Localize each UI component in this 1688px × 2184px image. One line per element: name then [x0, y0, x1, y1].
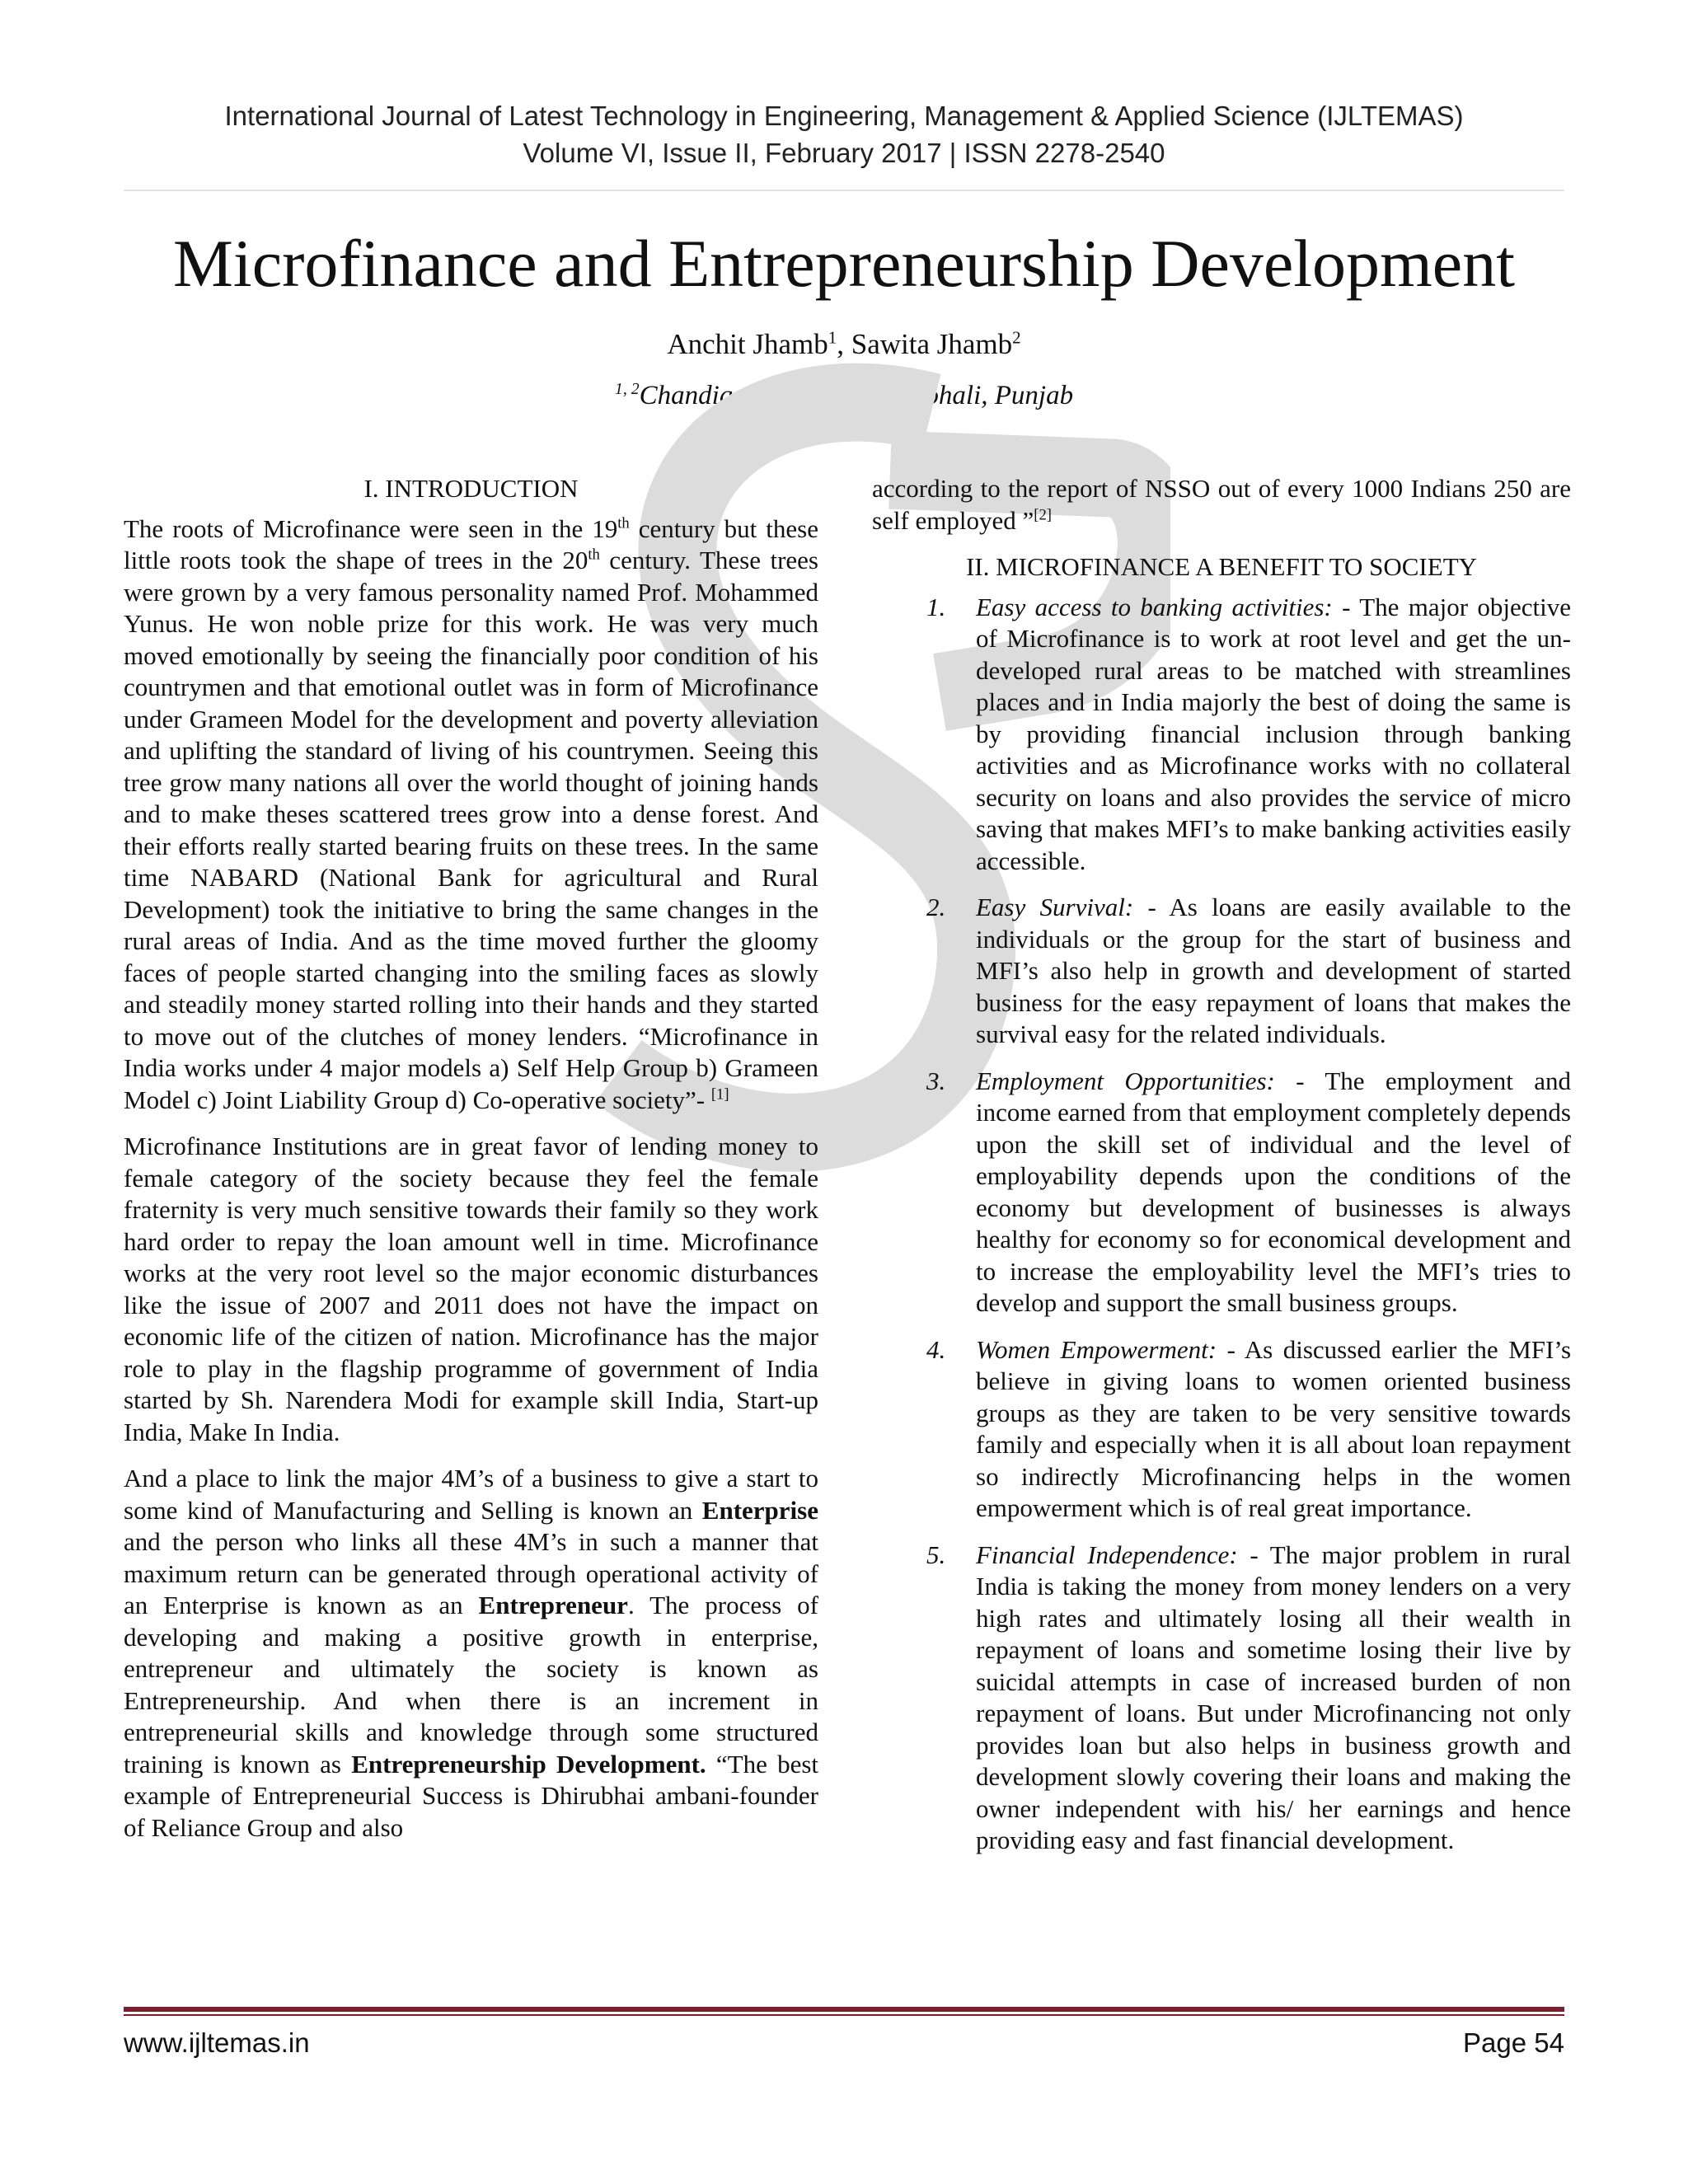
list-term: Easy access to banking activities:: [976, 592, 1333, 621]
text-run: and the person who links all these 4M’s in such a manner that maximum return can be generated through operational activity of an Enterprise is known as an: [124, 1527, 818, 1619]
author-2: Sawita Jhamb: [851, 328, 1013, 360]
list-text: - The major objective of Microfinance is to work at root level and get the un-developed rural areas to be matched with streamlines places and in India majorly the best of doing the same is by providing financial inclusion through banking activities and as Microfinance works with no collateral security on loans and also provides the service of micro saving that makes MFI’s to make banking activities easily accessible.: [976, 592, 1571, 875]
text-run: century. These trees were grown by a very famous personality named Prof. Mohammed Yunus. He won noble prize for this work. He was very much moved emotionally by seeing the financially poor condition of his countrymen and that emotional outlet was in form of Microfinance under Grameen Model for the development and poverty alleviation and uplifting the standard of living of his countrymen. Seeing this tree grow many nations all over the world thought of joining hands and to make theses scattered trees grow into a dense forest. And their efforts really started bearing fruits on these trees. In the same time NABARD (National Bank for agricultural and Rural Development) took the initiative to bring the same changes in the rural areas of India. And as the time moved further the gloomy faces of people started changing into the smiling faces as slowly and steadily money started rolling into their hands and they started to move out of the clutches of money lenders. “Microfinance in India works under 4 major models a) Self Help Group b) Grameen Model c) Joint Liability Group d) Co-operative society”-: [124, 546, 819, 1114]
text-run: The roots of Microfinance were seen in the 19: [124, 513, 618, 543]
text-run: “The best example of Entrepreneurial Success is Dhirubhai ambani-founder of Reliance Group and also: [124, 1749, 819, 1842]
author-separator: ,: [837, 328, 851, 360]
bold-term: Enterprise: [701, 1495, 818, 1525]
list-item: [872, 1540, 1571, 1857]
affiliation-sup: 1, 2: [614, 380, 640, 398]
list-text: - The major problem in rural India is taking the money from money lenders on a very high rates and ultimately losing all their wealth in repayment of loans and sometime losing their live by suicidal attempts in case of increased burden of non repayment of loans. But under Microfinancing not only provides loan but also helps in business growth and development slowly covering their loans and making the owner independent with his/ her earnings and hence providing easy and fast financial development.: [976, 1540, 1571, 1854]
citation-ref: [2]: [1034, 506, 1052, 524]
footer-divider-thick: [124, 2007, 1564, 2012]
text-run: . The process of developing and making a positive growth in enterprise, entrepreneur and ultimately the society is known as Entrepreneurship. And when there is an increment in entrepreneurial skills and knowledge through some structured training is known as: [124, 1591, 819, 1779]
list-number: 2.: [926, 893, 946, 921]
list-item: [872, 592, 1571, 878]
benefit-list: [872, 592, 1571, 1857]
left-column: [124, 473, 818, 1858]
list-text: - As discussed earlier the MFI’s believe in giving loans to women oriented business groups as they are taken to be very sensitive towards family and especially when it is all about loan repayment so indirectly Microfinancing helps in the women empowerment which is of real great importance.: [976, 1334, 1572, 1522]
affiliation-text: Chandigarh University, Mohali, Punjab: [639, 381, 1074, 410]
list-text: - The employment and income earned from that employment completely depends upon the skill set of individual and the level of employability depends upon the conditions of the economy but development of businesses is always healthy for economy so for economical development and to increase the employability level the MFI’s tries to develop and support the small business groups.: [976, 1066, 1571, 1317]
bold-term: Entrepreneurship Development.: [351, 1749, 706, 1779]
right-column: [872, 473, 1571, 1872]
continuation-paragraph: [872, 473, 1571, 537]
intro-paragraph-2: Microfinance Institutions are in great favor of lending money to female category of the society because they feel the female fraternity is very much sensitive towards their family so they work hard order to repay the loan amount well in time. Microfinance works at the very root level so the major economic disturbances like the issue of 2007 and 2011 does not have the impact on economic life of the citizen of nation. Microfinance has the major role to play in the flagship programme of government of India started by Sh. Narendera Modi for example skill India, Start-up India, Make In India.: [124, 1132, 818, 1446]
list-item: [872, 1066, 1571, 1319]
author-2-sup: 2: [1012, 327, 1021, 348]
text-run: And a place to link the major 4M’s of a business to give a start to some kind of Manufacturing and Selling is known an: [124, 1464, 818, 1525]
paper-authors: [124, 328, 1564, 361]
footer-page-number: Page 54: [1463, 2027, 1564, 2058]
footer-website: www.ijltemas.in: [124, 2027, 310, 2058]
citation-ref: [1]: [710, 1085, 729, 1104]
list-term: Financial Independence:: [976, 1540, 1238, 1569]
list-text: - As loans are easily available to the individuals or the group for the start of business and MFI’s also help in growth and development of started business for the easy repayment of loans that makes the survival easy for the related individuals.: [976, 893, 1572, 1048]
journal-header: [124, 97, 1564, 171]
intro-paragraph-3: [124, 1463, 818, 1844]
intro-paragraph-1: [124, 513, 818, 1117]
superscript: th: [588, 546, 600, 564]
list-term: Employment Opportunities:: [976, 1066, 1275, 1095]
list-term: Women Empowerment:: [976, 1334, 1217, 1364]
list-item: [872, 892, 1571, 1051]
text-run: century but these little roots took the shape of trees in the 20: [124, 513, 818, 574]
superscript: th: [617, 514, 630, 532]
section-heading-benefits: II. MICROFINANCE A BENEFIT TO SOCIETY: [965, 552, 1478, 581]
text-run: according to the report of NSSO out of every 1000 Indians 250 are self employed ”: [872, 474, 1571, 535]
section-heading-introduction: I. INTRODUCTION: [363, 474, 579, 503]
list-number: 4.: [926, 1334, 946, 1364]
list-number: 1.: [926, 592, 946, 621]
paper-title: Microfinance and Entrepreneurship Development: [173, 226, 1515, 301]
list-number: 3.: [926, 1066, 946, 1095]
paper-affiliation: [124, 381, 1564, 411]
author-1-sup: 1: [828, 327, 837, 348]
list-number: 5.: [926, 1540, 946, 1569]
list-item: [872, 1334, 1571, 1525]
bold-term: Entrepreneur: [478, 1591, 628, 1619]
header-divider: [124, 190, 1564, 191]
author-1: Anchit Jhamb: [667, 328, 828, 360]
journal-volume: Volume VI, Issue II, February 2017 | ISSN 2278-2540: [523, 138, 1165, 168]
list-term: Easy Survival:: [976, 893, 1134, 921]
footer-divider-thin: [124, 2014, 1564, 2016]
journal-name: International Journal of Latest Technology in Engineering, Management & Applied Science (IJLTEMAS): [224, 101, 1464, 131]
